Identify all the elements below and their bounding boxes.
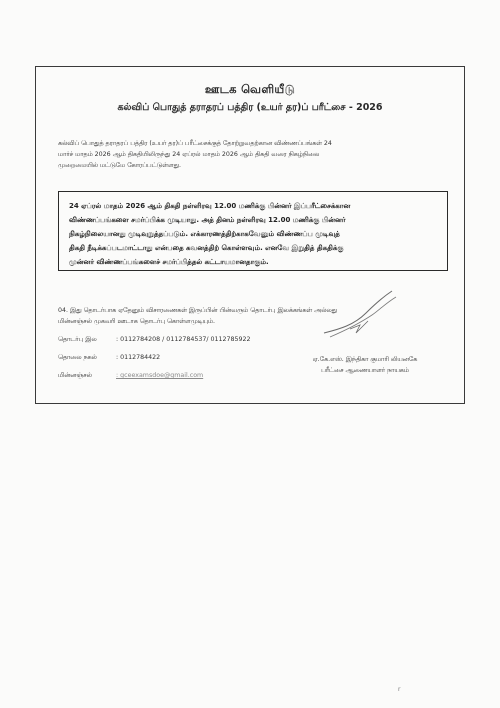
email-link[interactable]: : gceexamsdoe@gmail.com [116,372,204,379]
phone-value: : 0112784208 / 0112784537/ 0112785922 [116,336,251,343]
phone-label: தொடர்பு இல [58,336,97,343]
notice-line: 24 ஏப்ரல் மாதம் 2026 ஆம் திகதி நள்ளிரவு 12.00 மணிக்கு பின்னர் இப்பரீட்சைக்கான [69,202,351,210]
contact-note-line: 04. இது தொடர்பாக ஏதேனும் விசாரணைகள் இருப்பின் பின்வரும் தொடர்பு இலக்கங்கள் அல்லது [58,307,338,314]
contact-note-line: மின்னஞ்சல் முகவரி ஊடாக தொடர்பு கொள்ளமுடியும். [58,318,216,325]
page-subtitle: கல்விப் பொதுத் தராதரப் பத்திர (உயர் தர)ப் பரீட்சை - 2026 [117,102,383,113]
email-label: மின்னஞ்சல் [58,372,92,379]
intro-line: முறைமையில் மட்டுமே கோரப்பட்டுள்ளது. [58,162,182,169]
notice-line: முன்னர் விண்ணப்பங்களைச் சமர்ப்பித்தல் கட்டாயமானதாகும். [69,258,269,266]
signatory-block [290,354,440,376]
deadline-notice-box [58,191,448,271]
fax-value: : 0112784422 [116,354,161,361]
notice-line: நிகழ்நிலையானது முடிவுறுத்தப்படும். எக்காரணத்திற்காகவேனும் விண்ணப்ப முடிவுத் [69,230,340,238]
fax-label: தொலை நகல் [58,354,97,361]
phone-row [58,336,251,344]
intro-line: கல்விப் பொதுத் தராதரப் பத்திர (உயர் தர)ப் பரீட்சைக்குத் தோற்றுவதற்கான விண்ணப்பங்கள் 24 [58,140,332,147]
fax-row [58,354,160,362]
signatory-name: ஏ.கே.எஸ். இந்திகா குமாரி லியனகே [312,356,418,363]
notice-line: விண்ணப்பங்களை சமர்ப்பிக்க முடியாது. அத் தினம் நள்ளிரவு 12.00 மணிக்கு பின்னர் [69,216,346,224]
notice-line: திகதி நீடிக்கப்படமாட்டாது என்பதை கவனத்திற் கொள்ளவும். எனவே இறுதித் திகதிக்கு [69,244,344,252]
intro-paragraph [58,138,448,171]
scan-mark: r [398,686,401,693]
handwritten-signature [320,285,400,345]
page-title: ஊடக வெளியீடு [204,82,296,96]
email-row [58,372,203,380]
intro-line: மார்ச் மாதம் 2026 ஆம் திகதியிலிருந்து 24 ஏப்ரல் மாதம் 2026 ஆம் திகதி வரை நிகழ்நிலை [58,151,320,158]
signatory-title: பரீட்சை ஆணையாளர் நாயகம் [321,367,409,374]
